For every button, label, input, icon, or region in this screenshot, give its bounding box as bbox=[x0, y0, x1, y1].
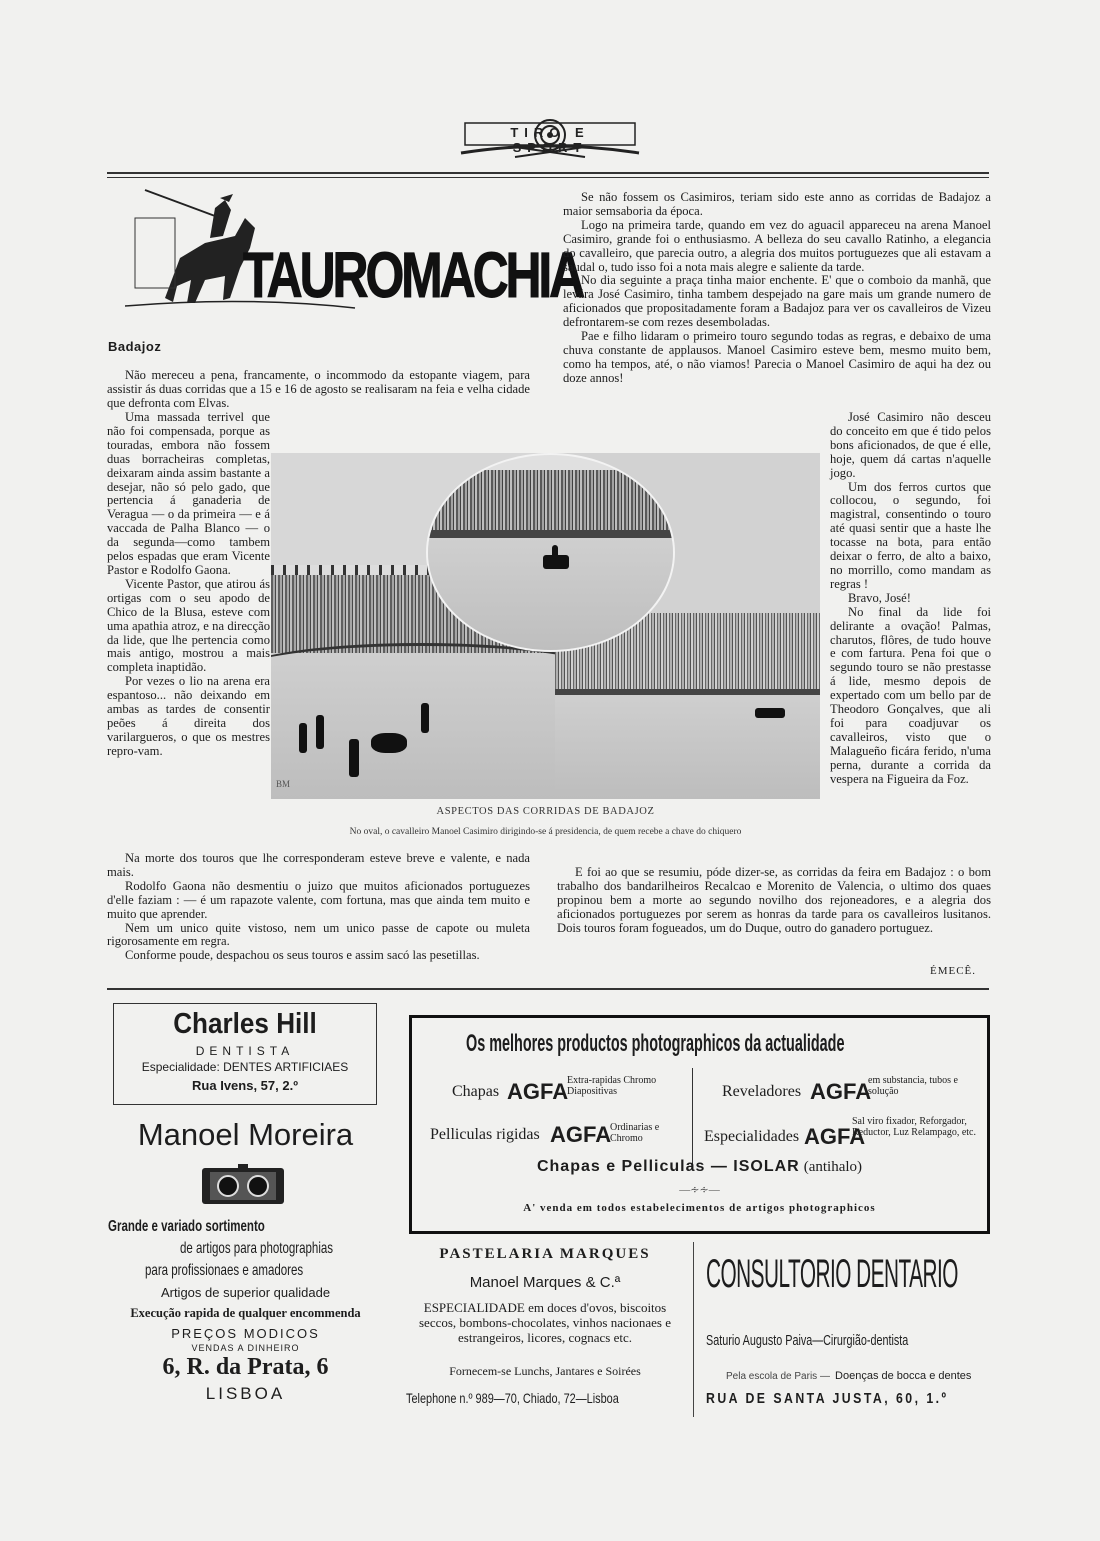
paragraph: Pae e filho lidaram o primeiro touro segundo todas as regras, e debaixo de uma chuva constante de applausos. Manoel Casimiro esteve bem, mesmo muito bem, como ha tempos, até, o não viamos! Parecia o Manoel Casimiro de aqui ha dez ou doze annos! bbox=[563, 329, 991, 385]
tauromachia-title: TAUROMACHIA bbox=[243, 239, 583, 311]
paragraph: Rodolfo Gaona não desmentiu o juizo que muitos aficionados portuguezes d'elle faziam : — é um rapazote valente, com fortuna, mas que ainda tem muito e muito que aprender. bbox=[107, 878, 530, 921]
masthead-logo bbox=[455, 117, 645, 163]
paragraph: E foi ao que se resumiu, póde dizer-se, as corridas da feira em Badajoz : o bom trabalho dos bandarilheiros Recalcao e Morenito de Valencia, o ultimo dos quaes propinou bem a morte ao segundo novilho dos rejoneadores, e a alegria dos aficionados portuguezes por serem as honras da tarde para os cavalleiros lusitanos. Dois touros foram fogueados, um do Duque, outro do ganadero portuguez. bbox=[557, 865, 991, 935]
consultorio-doctor: Saturio Augusto Paiva—Cirurgião-dentista bbox=[706, 1332, 909, 1349]
agfa-desc: Ordinarias e Chromo bbox=[610, 1122, 660, 1144]
paragraph: Por vezes o lio na arena era espantoso... não deixando em ambas as tardes de consentir peões á direita dos varilargueros, o que os mestres repro-vam. bbox=[107, 674, 270, 758]
agfa-row-pelliculas bbox=[430, 1116, 692, 1156]
paragraph: Conforme poude, despachou os seus touros e assim sacó las pesetillas. bbox=[125, 948, 480, 963]
right-column-narrow bbox=[830, 411, 991, 786]
agfa-label: Especialidades bbox=[704, 1128, 800, 1145]
agfa-label: Pelliculas rigidas bbox=[430, 1126, 540, 1143]
moreira-line-1: Grande e variado sortimento bbox=[108, 1218, 265, 1235]
photo-subcaption: No oval, o cavalleiro Manoel Casimiro dirigindo-se á presidencia, de quem recebe a chave do chiquero bbox=[349, 827, 742, 837]
agfa-brand: AGFA bbox=[810, 1079, 872, 1104]
consultorio-ad bbox=[700, 1240, 990, 1415]
signature: ÉMECÊ. bbox=[930, 965, 977, 977]
ads-vertical-divider bbox=[693, 1242, 694, 1417]
paragraph: Vicente Pastor, que atirou ás ortigas com o seu apodo de Chico de la Blusa, esteve com uma apathia atroz, e na direcção da lide, que lhe pertencia como mais antigo, mostrou a mais completa inaptidão. bbox=[107, 576, 270, 675]
pastelaria-service: Fornecem-se Lunchs, Jantares e Soirées bbox=[449, 1364, 641, 1378]
bullfight-photograph bbox=[271, 453, 820, 799]
paragraph: José Casimiro não desceu do conceito em que é tido pelos bons aficionados, de que é elle, hoje, quem dá cartas n'aquelle jogo. bbox=[830, 410, 991, 480]
agfa-desc: Extra-rapidas Chromo Diapositivas bbox=[567, 1075, 657, 1097]
pastelaria-name: PASTELARIA MARQUES bbox=[439, 1246, 651, 1262]
charles-hill-ad bbox=[113, 1003, 377, 1105]
agfa-isolar-text: Chapas e Pelliculas — ISOLAR bbox=[536, 1158, 800, 1175]
charles-hill-profession: DENTISTA bbox=[195, 1044, 295, 1058]
consultorio-title: CONSULTORIO DENTARIO bbox=[706, 1252, 958, 1296]
camera-icon bbox=[200, 1162, 286, 1208]
moreira-address: 6, R. da Prata, 6 bbox=[162, 1354, 329, 1380]
pastelaria-owner: Manoel Marques & C.ª bbox=[469, 1274, 621, 1291]
paragraph: No dia seguinte a praça tinha maior enchente. E' que o comboio da manhã, que levára José Casimiro, tinha tambem despejado na gare mais um grande numero de aficionados que propositadamente foram a Badajoz para ver os cavalleiros de Vizeu defrontarem-se com rezes desemboladas. bbox=[563, 273, 991, 330]
pastelaria-contact: Telephone n.º 989—70, Chiado, 72—Lisboa bbox=[406, 1390, 619, 1406]
consultorio-school: Pela escola de Paris — bbox=[726, 1371, 830, 1382]
moreira-line-7: VENDAS A DINHEIRO bbox=[191, 1343, 300, 1353]
consultorio-school-line bbox=[726, 1364, 971, 1383]
moreira-line-3: para profissionaes e amadores bbox=[145, 1262, 304, 1279]
agfa-isolar bbox=[412, 1158, 987, 1176]
paragraph: Logo na primeira tarde, quando em vez do aguacil appareceu na arena Manoel Casimiro, grande foi o enthusiasmo. A belleza do seu cavallo Ratinho, a elegancia do cavalleiro, que parecia outro, a alegria dos muitos portuguezes que ali estavam a saudal o, tudo isso foi a nota mais alegre e saliente da tarde. bbox=[563, 217, 991, 274]
agfa-ornament: —∻∻— bbox=[679, 1184, 720, 1196]
photo-caption: ASPECTOS DAS CORRIDAS DE BADAJOZ bbox=[436, 806, 655, 817]
agfa-brand: AGFA bbox=[550, 1122, 612, 1147]
right-column-upper bbox=[563, 191, 991, 386]
section-heading: Badajoz bbox=[108, 339, 162, 354]
paragraph: Se não fossem os Casimiros, teriam sido este anno as corridas de Badajoz a maior semsaboria da época. bbox=[563, 190, 991, 218]
left-column-intro bbox=[107, 369, 530, 411]
agfa-brand: AGFA bbox=[804, 1124, 866, 1149]
photo-signature-mark: BM bbox=[276, 779, 291, 789]
pastelaria-desc: ESPECIALIDADE em doces d'ovos, biscoitos seccos, bombons-chocolates, vinhos nacionaes e estrangeiros, licores, cognacs etc. bbox=[419, 1300, 671, 1345]
consultorio-address: RUA DE SANTA JUSTA, 60, 1.º bbox=[706, 1390, 949, 1407]
paragraph: Na morte dos touros que lhe corresponderam esteve breve e valente, e nada mais. bbox=[107, 851, 530, 879]
top-rule-thick bbox=[107, 172, 989, 174]
agfa-row-reveladores bbox=[722, 1073, 982, 1113]
charles-hill-specialty: Especialidade: DENTES ARTIFICIAES bbox=[141, 1060, 349, 1074]
agfa-label: Chapas bbox=[452, 1083, 500, 1100]
paragraph: Um dos ferros curtos que collocou, o segundo, foi magistral, consentindo o touro até quasi sentir que a haste lhe tocasse na bota, para então deixar o ferro, de alto a baixo, no morrillo, como mandam as regras ! bbox=[830, 479, 991, 591]
paragraph: Nem um unico quite vistoso, nem um unico passe de capote ou muleta rigorosamente em regra. bbox=[107, 920, 530, 949]
pastelaria-ad bbox=[400, 1240, 690, 1415]
agfa-headline: Os melhores productos photographicos da actualidade bbox=[466, 1030, 845, 1057]
agfa-row-chapas bbox=[452, 1073, 692, 1113]
moreira-line-5: Execução rapida de qualquer encommenda bbox=[130, 1306, 361, 1320]
top-rule-thin bbox=[107, 177, 989, 178]
paragraph: Não mereceu a pena, francamente, o incommodo da estopante viagem, para assistir ás duas corridas que a 15 e 16 de agosto se realisaram na feia e velha cidade que defronta com Elvas. bbox=[107, 368, 530, 410]
ads-rule bbox=[107, 988, 989, 990]
agfa-desc: Sal viro fixador, Reforgador, Reductor, Luz Relampago, etc. bbox=[852, 1116, 976, 1138]
left-column-lower bbox=[107, 852, 530, 963]
masthead-title: TIRO E SPORT bbox=[510, 125, 590, 155]
left-column-narrow bbox=[107, 411, 270, 759]
agfa-footer: A' venda em todos estabelecimentos de artigos photographicos bbox=[523, 1202, 876, 1214]
agfa-ad bbox=[409, 1015, 990, 1234]
paragraph: Bravo, José! bbox=[848, 590, 911, 605]
agfa-brand: AGFA bbox=[507, 1079, 569, 1104]
agfa-isolar-note: (antihalo) bbox=[803, 1159, 863, 1175]
agfa-label: Reveladores bbox=[722, 1083, 802, 1100]
moreira-line-6: PREÇOS MODICOS bbox=[171, 1326, 320, 1341]
moreira-city: LISBOA bbox=[205, 1384, 286, 1403]
agfa-divider bbox=[692, 1068, 693, 1168]
moreira-line-2: de artigos para photographias bbox=[180, 1240, 334, 1257]
charles-hill-name: Charles Hill bbox=[173, 1008, 317, 1040]
charles-hill-address: Rua Ivens, 57, 2.º bbox=[192, 1078, 298, 1093]
oval-inset-photo bbox=[426, 453, 675, 652]
agfa-row-especialidades bbox=[704, 1116, 984, 1160]
tauromachia-title-art bbox=[125, 188, 583, 328]
paragraph: No final da lide foi delirante a ovação! Palmas, charutos, flôres, de tudo houve e com fartura. Pena foi que o segundo touro se não prestasse á lide, mesmo depois de expertado com um bello par de Theodoro Gonçalves, que ali foi para coadjuvar os cavalleiros, visto que o Malagueño ficára ferido, n'uma perna, durante a corrida da vespera na Figueira da Foz. bbox=[830, 604, 991, 786]
right-column-lower bbox=[557, 866, 991, 936]
agfa-desc: em substancia, tubos e solução bbox=[868, 1075, 958, 1097]
manoel-moreira-name: Manoel Moreira bbox=[137, 1117, 354, 1152]
consultorio-diseases: Doenças de bocca e dentes bbox=[835, 1370, 972, 1382]
moreira-line-4: Artigos de superior qualidade bbox=[160, 1285, 331, 1300]
paragraph: Uma massada terrivel que não foi compensada, porque as touradas, embora não fossem duas borracheiras completas, deixaram ainda assim bastante a desejar, não só pelo gado, que pertencia á ganaderia de Veragua — o da primeira — e á vaccada de Palha Blanco — o da segunda—como tambem pelos espadas que eram Vicente Pastor e Rodolfo Gaona. bbox=[107, 410, 270, 577]
